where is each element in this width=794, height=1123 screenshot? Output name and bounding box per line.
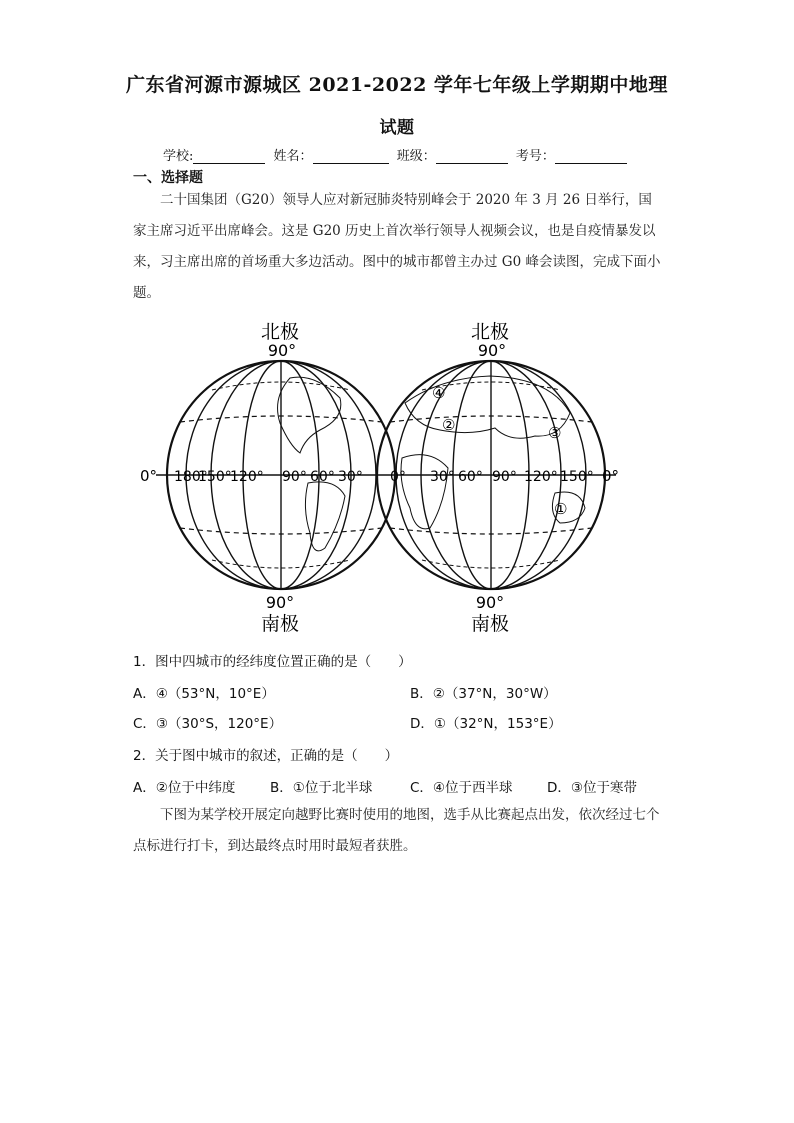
intro-paragraph-g20: 二十国集团（G20）领导人应对新冠肺炎特别峰会于 2020 年 3 月 26 日举行，国家主席习近平出席峰会。这是 G20 历史上首次举行领导人视频会议，也是自疫情暴发以来，习主席出席的首场重大多边活动。图中的城市都曾主办过 G0 峰会读图，完成下面小题。 [133, 192, 661, 301]
left-lon-150: 150° [198, 469, 232, 485]
left-lon-60: 60° [310, 469, 335, 485]
class-blank[interactable] [436, 151, 508, 164]
south-pole-90-left: 90° [265, 593, 295, 612]
right-lon-120: 120° [524, 469, 558, 485]
right-lon-30: 30° [430, 469, 455, 485]
q2-option-a[interactable]: A．②位于中纬度 [133, 780, 236, 796]
q1-option-d[interactable]: D．①（32°N，153°E） [410, 716, 562, 732]
right-lon-0: 0° [390, 469, 406, 485]
right-lon-60: 60° [458, 469, 483, 485]
left-lon-30: 30° [338, 469, 363, 485]
q2-option-b[interactable]: B．①位于北半球 [270, 780, 373, 796]
exam-no-label: 考号： [515, 149, 555, 164]
student-info-line [163, 145, 631, 164]
city-marker-3: ③ [548, 424, 562, 442]
section-heading: 一、选择题 [133, 170, 203, 186]
right-lon-150: 150° [560, 469, 594, 485]
name-label: 姓名： [273, 149, 313, 164]
hemisphere-map [140, 318, 640, 638]
north-pole-label-right: 北极 [470, 321, 510, 343]
left-lon-120: 120° [230, 469, 264, 485]
name-blank[interactable] [313, 151, 389, 164]
north-pole-label-left: 北极 [260, 321, 300, 343]
south-pole-90-right: 90° [475, 593, 505, 612]
left-lon-180: 180° [174, 469, 208, 485]
exam-no-blank[interactable] [555, 151, 627, 164]
school-label: 学校: [163, 149, 194, 164]
right-equator-0-label: 0° [602, 467, 620, 485]
city-marker-4: ④ [432, 384, 446, 402]
q2-option-c[interactable]: C．④位于西半球 [410, 780, 513, 796]
question-2-stem: 2．关于图中城市的叙述，正确的是（ ） [133, 748, 399, 764]
north-pole-90-right: 90° [477, 341, 507, 360]
south-pole-label-left: 南极 [260, 613, 300, 635]
north-pole-90-left: 90° [267, 341, 297, 360]
q2-option-d[interactable]: D．③位于寒带 [547, 780, 637, 796]
question-1-stem: 1．图中四城市的经纬度位置正确的是（ ） [133, 654, 412, 670]
q1-option-b[interactable]: B．②（37°N，30°W） [410, 686, 557, 702]
south-pole-label-right: 南极 [470, 613, 510, 635]
q1-option-a[interactable]: A．④（53°N，10°E） [133, 686, 275, 702]
school-blank[interactable] [193, 151, 265, 164]
right-lon-90: 90° [492, 469, 517, 485]
intro-paragraph-orienteering: 下图为某学校开展定向越野比赛时使用的地图，选手从比赛起点出发，依次经过七个点标进行打卡，到达最终点时用时最短者获胜。 [133, 807, 660, 854]
left-equator-0-label: 0° [140, 467, 158, 485]
city-marker-1: ① [554, 500, 568, 518]
q1-option-c[interactable]: C．③（30°S，120°E） [133, 716, 283, 732]
left-lon-90: 90° [282, 469, 307, 485]
document-title-line1: 广东省河源市源城区 2021-2022 学年七年级上学期期中地理 [126, 74, 668, 96]
city-marker-2: ② [442, 416, 456, 434]
class-label: 班级： [396, 149, 436, 164]
document-title-line2: 试题 [379, 118, 415, 138]
